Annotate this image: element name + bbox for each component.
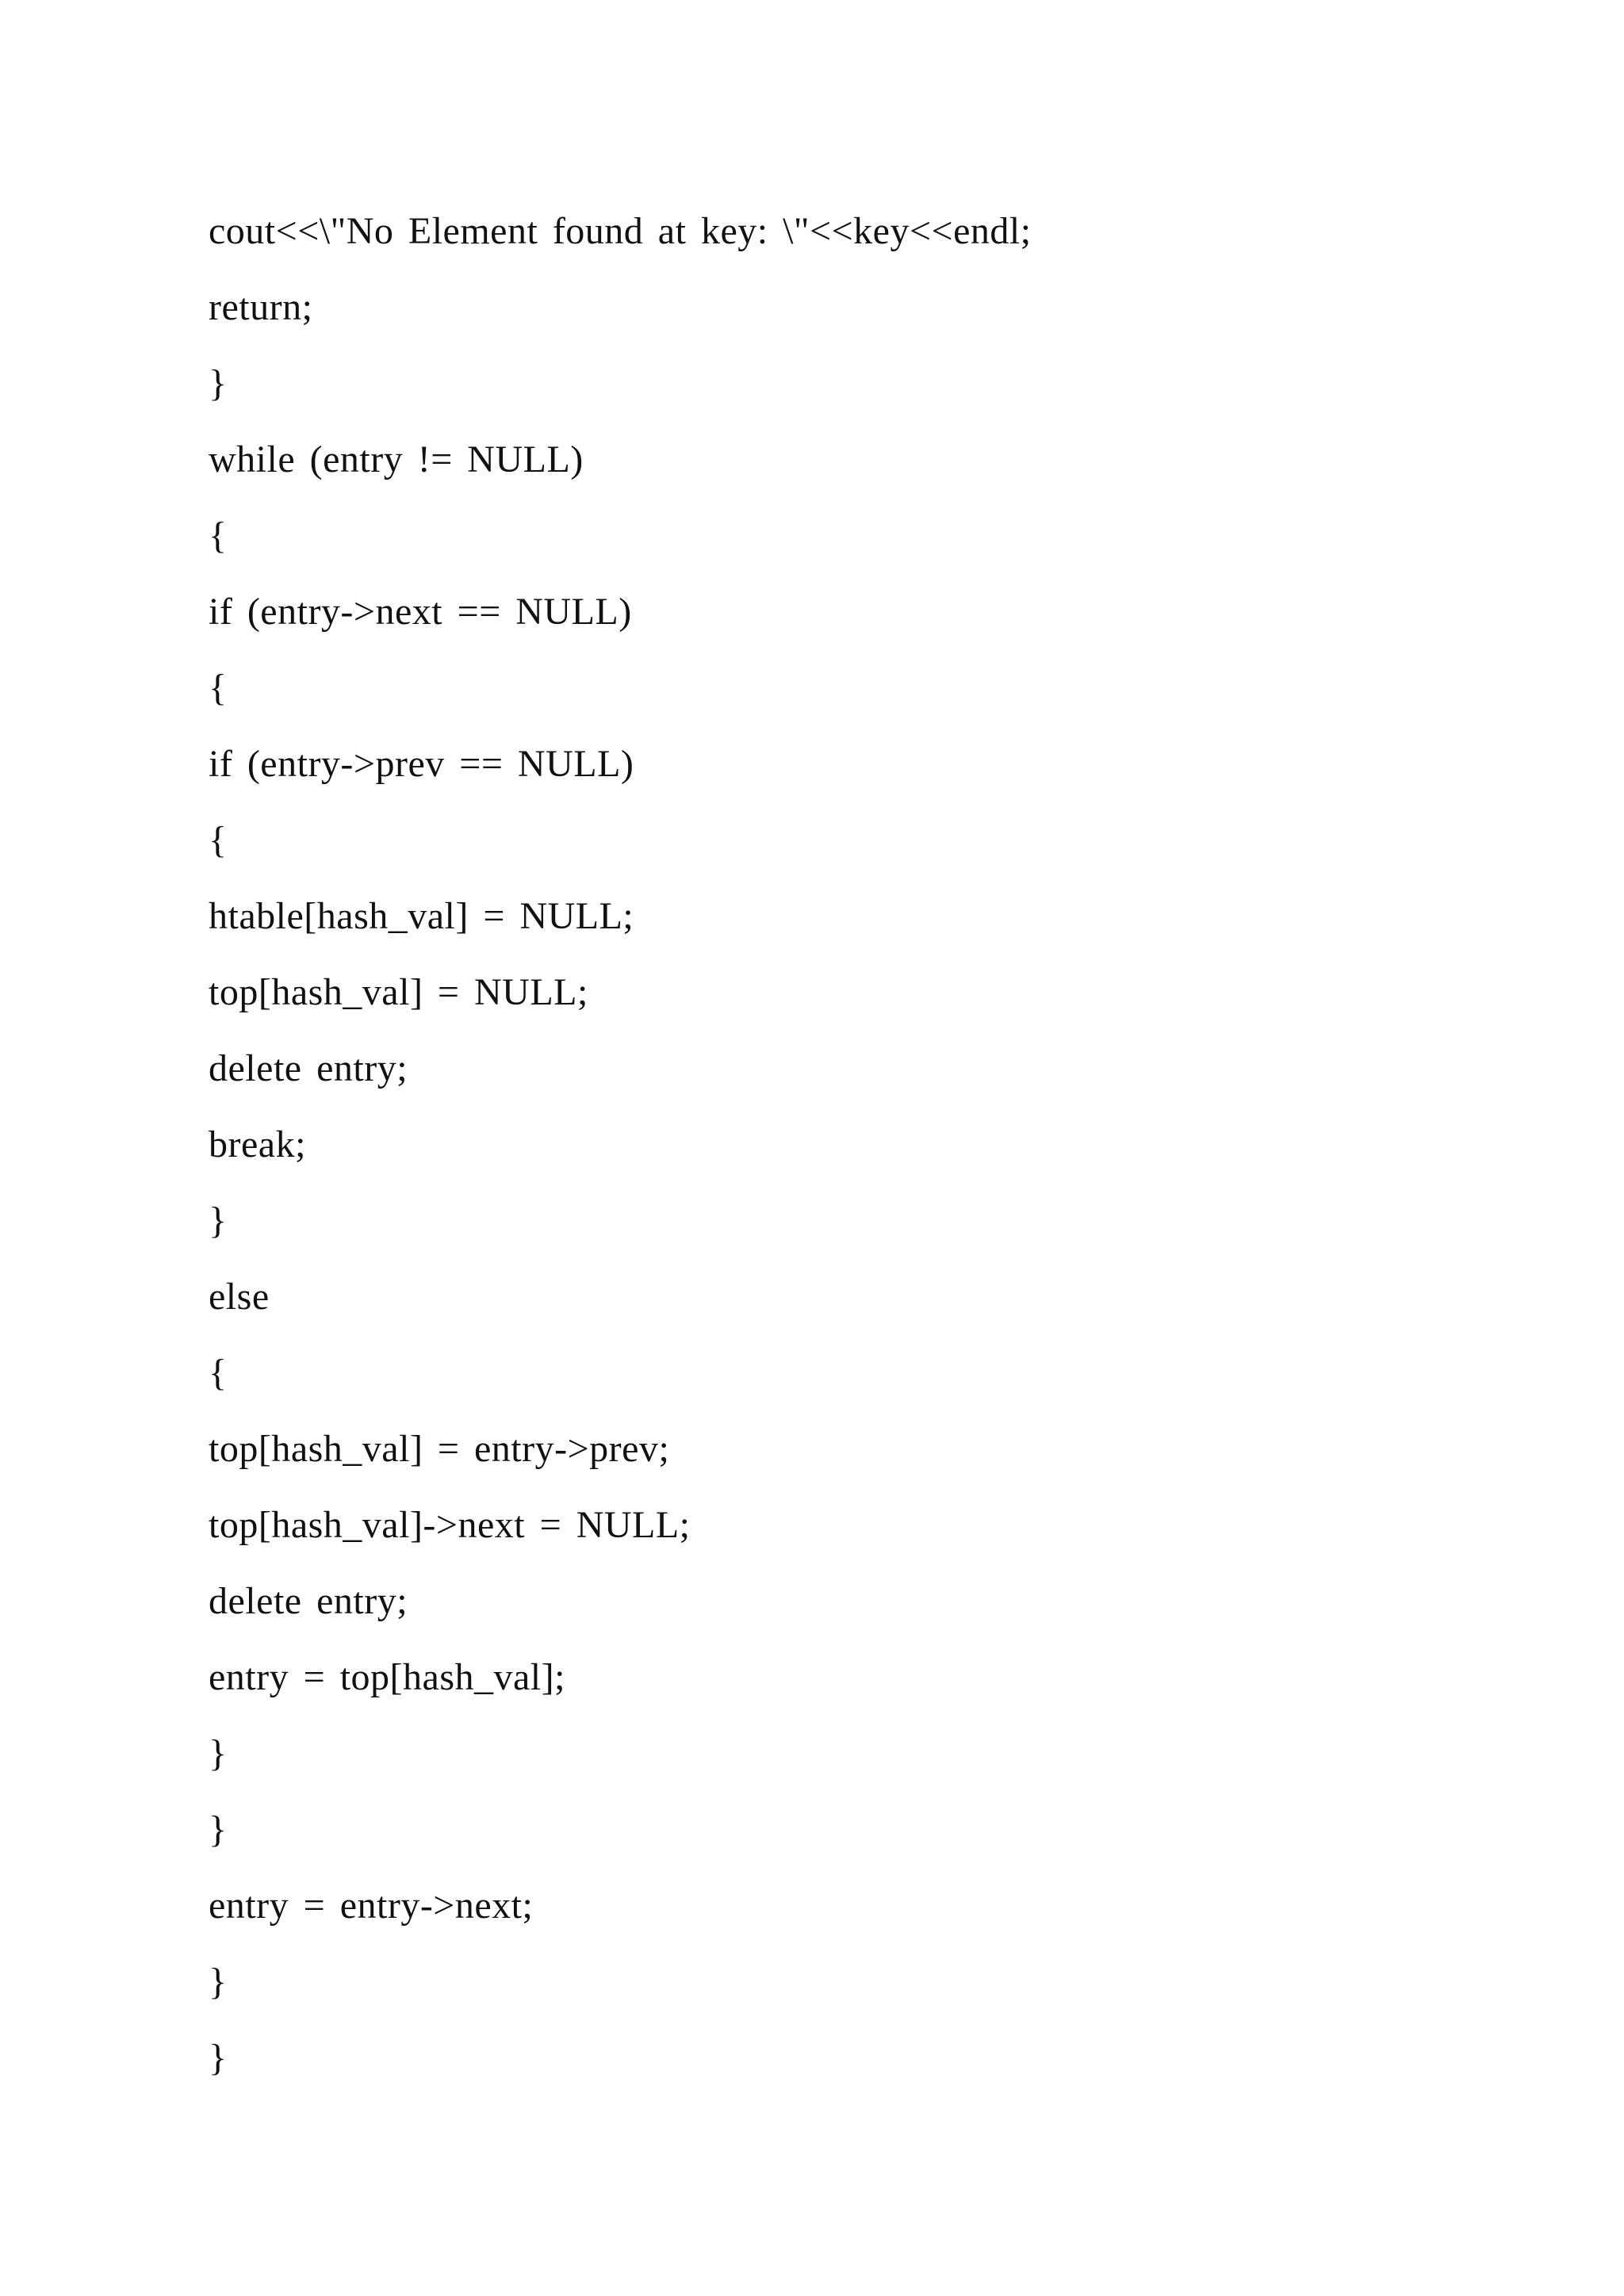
code-listing — [209, 193, 1032, 2096]
code-line: } — [209, 2037, 228, 2079]
code-line: htable[hash_val] = NULL; — [209, 895, 634, 937]
code-line: top[hash_val] = entry->prev; — [209, 1428, 670, 1470]
code-line: top[hash_val]->next = NULL; — [209, 1504, 691, 1546]
code-line: entry = entry->next; — [209, 1885, 534, 1927]
code-line: { — [209, 1352, 228, 1394]
code-line: else — [209, 1276, 270, 1318]
code-line: delete entry; — [209, 1047, 408, 1089]
code-line: } — [209, 1961, 228, 2003]
code-line: { — [209, 819, 228, 861]
code-line: return; — [209, 286, 313, 328]
code-line: if (entry->prev == NULL) — [209, 743, 634, 785]
code-line: { — [209, 667, 228, 709]
code-line: } — [209, 1200, 228, 1242]
code-line: } — [209, 1732, 228, 1774]
code-line: if (entry->next == NULL) — [209, 591, 632, 633]
code-line: { — [209, 515, 228, 557]
code-line: cout<<\"No Element found at key: \"<<key<<endl; — [209, 210, 1032, 252]
code-line: while (entry != NULL) — [209, 438, 584, 480]
code-line: top[hash_val] = NULL; — [209, 971, 588, 1013]
code-line: } — [209, 362, 228, 404]
code-line: entry = top[hash_val]; — [209, 1656, 565, 1698]
code-line: break; — [209, 1123, 306, 1165]
code-line: delete entry; — [209, 1580, 408, 1622]
code-line: } — [209, 1808, 228, 1850]
